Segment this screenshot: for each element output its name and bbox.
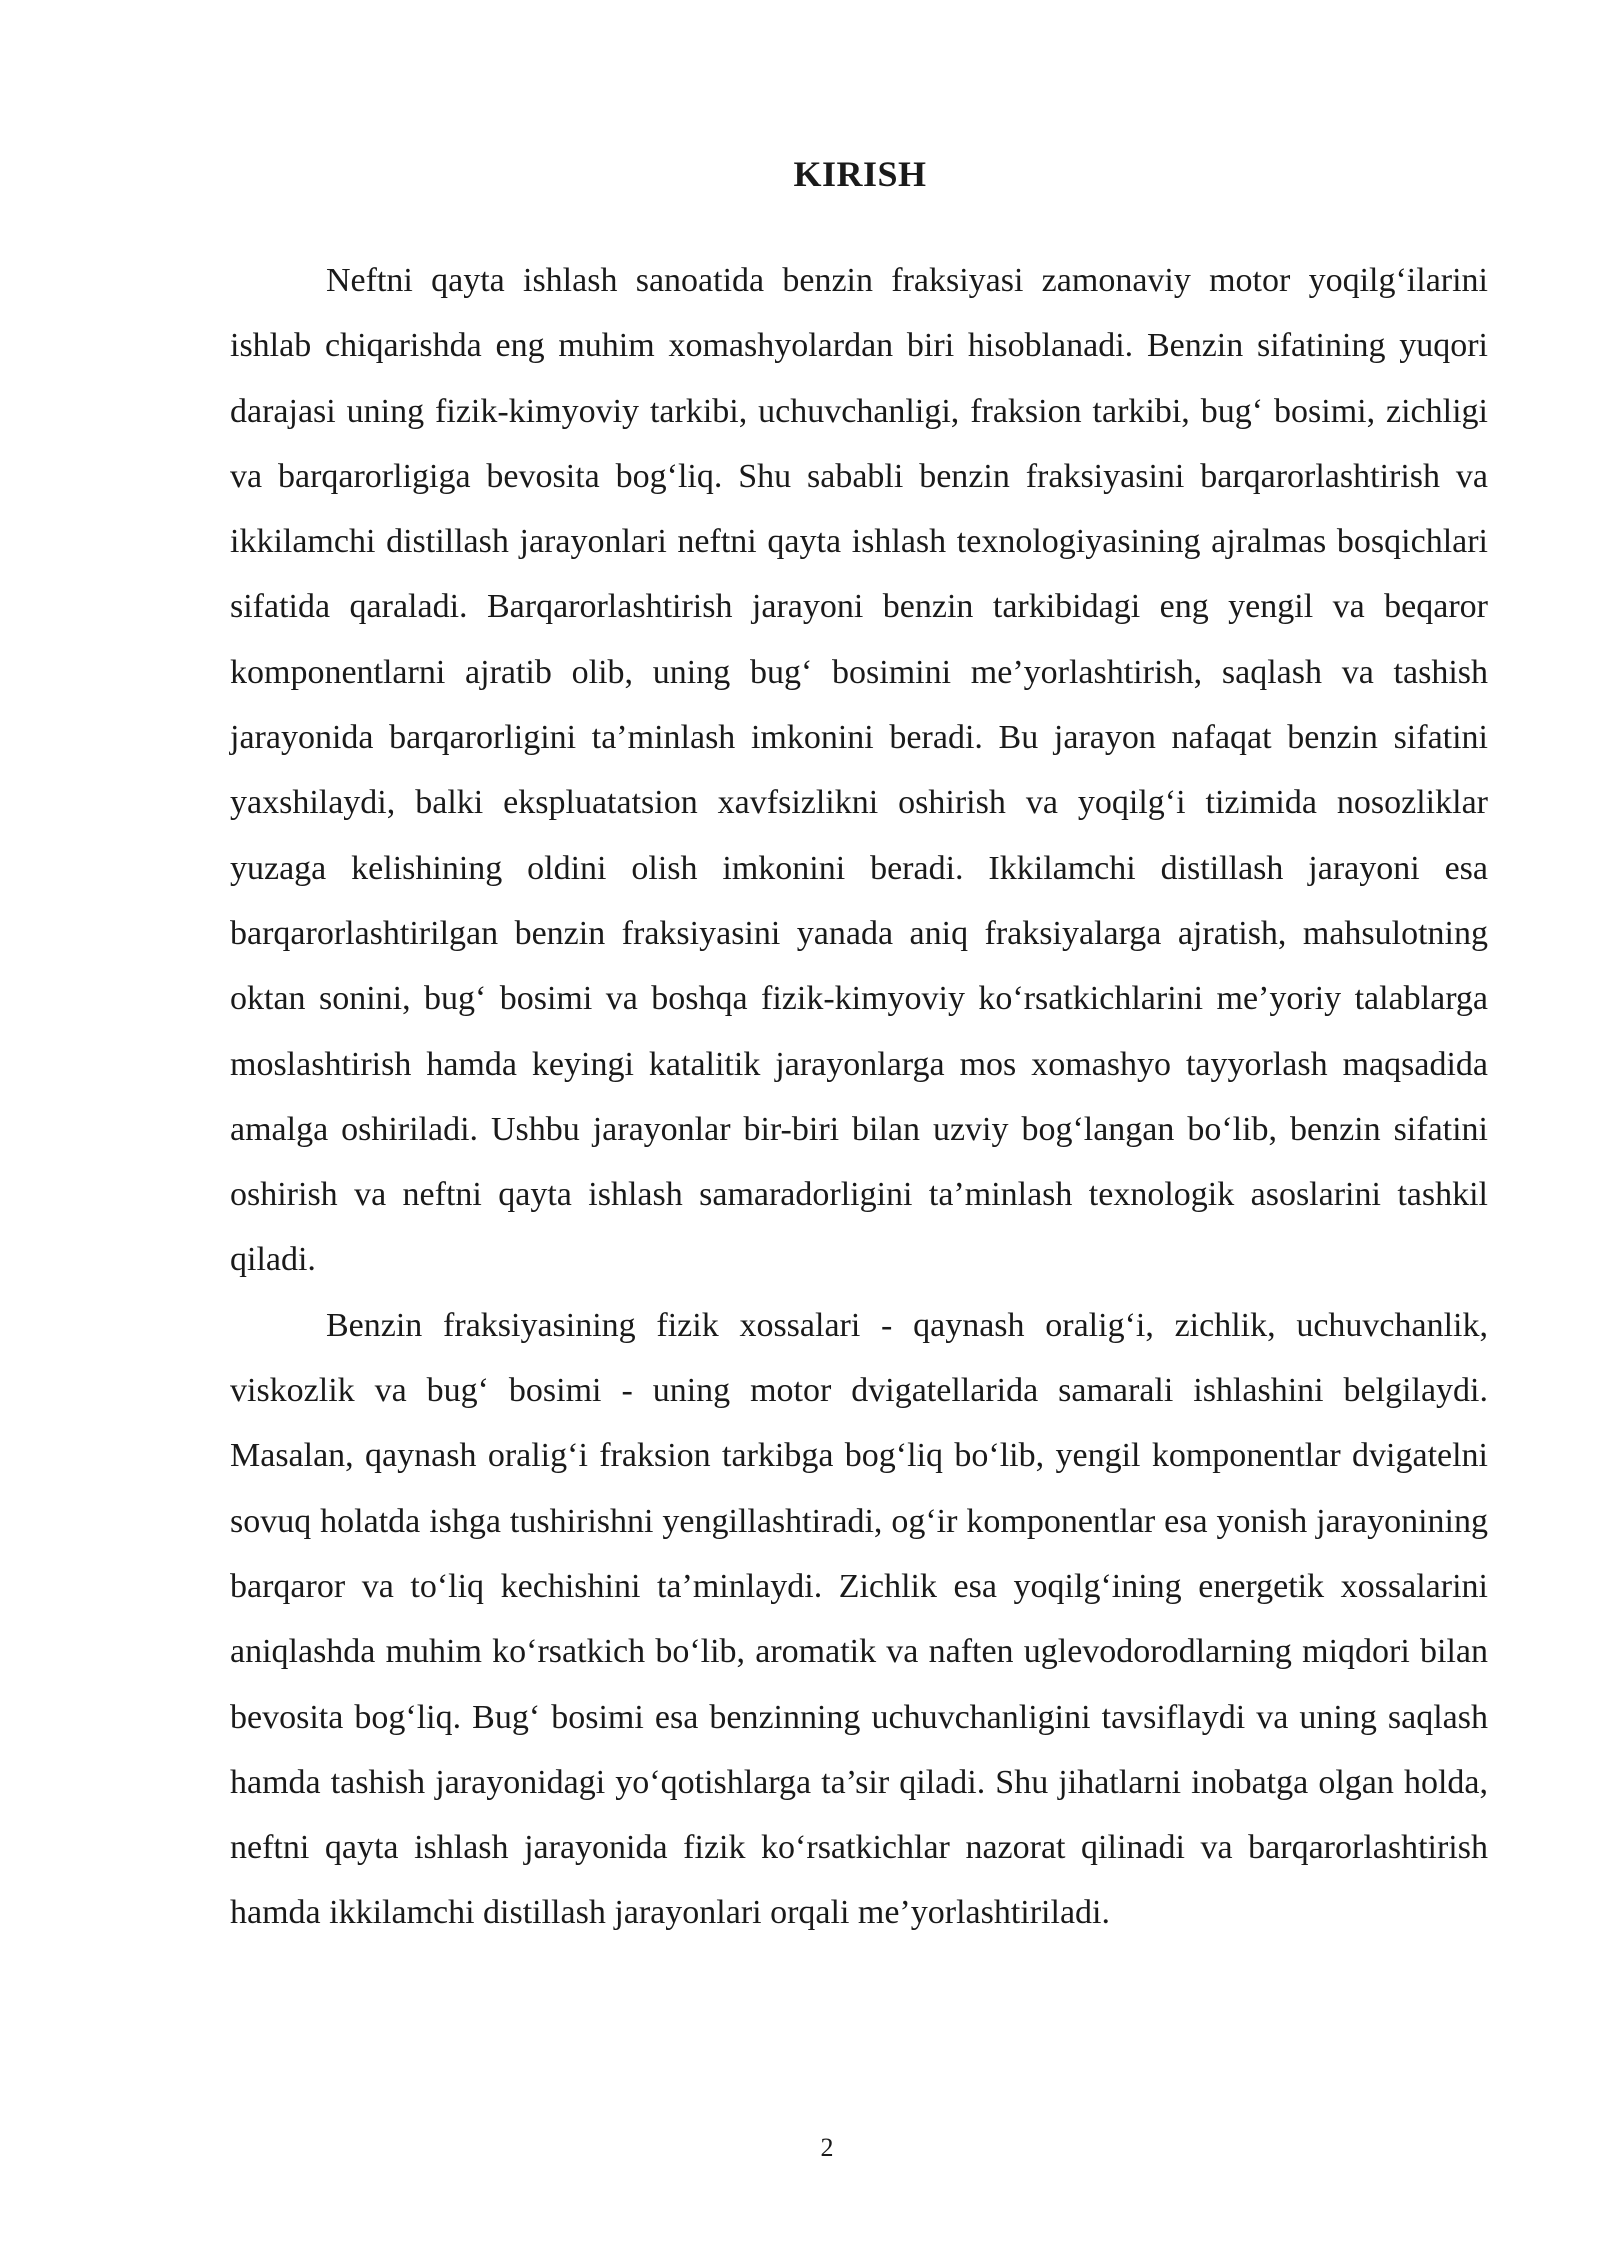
page-number: 2 (820, 2133, 834, 2162)
page-title: KIRISH (793, 154, 927, 194)
paragraph-1: Neftni qayta ishlash sanoatida benzin fraksiyasi zamonaviy motor yoqilg‘ilarini ishlab chiqarishda eng muhim xomashyolardan biri hisoblanadi. Benzin sifatining yuqori darajasi uning fizik-kimyoviy tarkibi, uchuvchanligi, fraksion tarkibi, bug‘ bosimi, zichligi va barqarorligiga bevosita bog‘liq. Shu sababli benzin fraksiyasini barqarorlashtirish va ikkilamchi distillash jarayonlari neftni qayta ishlash texnologiyasining ajralmas bosqichlari sifatida qaraladi. Barqarorlashtirish jarayoni benzin tarkibidagi eng yengil va beqaror komponentlarni ajratib olib, uning bug‘ bosimini me’yorlashtirish, saqlash va tashish jarayonida barqarorligini ta’minlash imkonini beradi. Bu jarayon nafaqat benzin sifatini yaxshilaydi, balki ekspluatatsion xavfsizlikni oshirish va yoqilg‘i tizimida nosozliklar yuzaga kelishining oldini olish imkonini beradi. Ikkilamchi distillash jarayoni esa barqarorlashtirilgan benzin fraksiyasini yanada aniq fraksiyalarga ajratish, mahsulotning oktan sonini, bug‘ bosimi va boshqa fizik-kimyoviy ko‘rsatkichlarini me’yoriy talablarga moslashtirish hamda keyingi katalitik jarayonlarga mos xomashyo tayyorlash maqsadida amalga oshiriladi. Ushbu jarayonlar bir-biri bilan uzviy bog‘langan bo‘lib, benzin sifatini oshirish va neftni qayta ishlash samaradorligini ta’minlash texnologik asoslarini tashkil qiladi. (230, 262, 1488, 1279)
paragraph-2: Benzin fraksiyasining fizik xossalari - qaynash oralig‘i, zichlik, uchuvchanlik, viskozlik va bug‘ bosimi - uning motor dvigatellarida samarali ishlashini belgilaydi. Masalan, qaynash oralig‘i fraksion tarkibga bog‘liq bo‘lib, yengil komponentlar dvigatelni sovuq holatda ishga tushirishni yengillashtiradi, og‘ir komponentlar esa yonish jarayonining barqaror va to‘liq kechishini ta’minlaydi. Zichlik esa yoqilg‘ining energetik xossalarini aniqlashda muhim ko‘rsatkich bo‘lib, aromatik va naften uglevodorodlarning miqdori bilan bevosita bog‘liq. Bug‘ bosimi esa benzinning uchuvchanligini tavsiflaydi va uning saqlash hamda tashish jarayonidagi yo‘qotishlarga ta’sir qiladi. Shu jihatlarni inobatga olgan holda, neftni qayta ishlash jarayonida fizik ko‘rsatkichlar nazorat qilinadi va barqarorlashtirish hamda ikkilamchi distillash jarayonlari orqali me’yorlashtiriladi. (230, 1306, 1488, 1932)
document-body (230, 248, 1488, 1946)
